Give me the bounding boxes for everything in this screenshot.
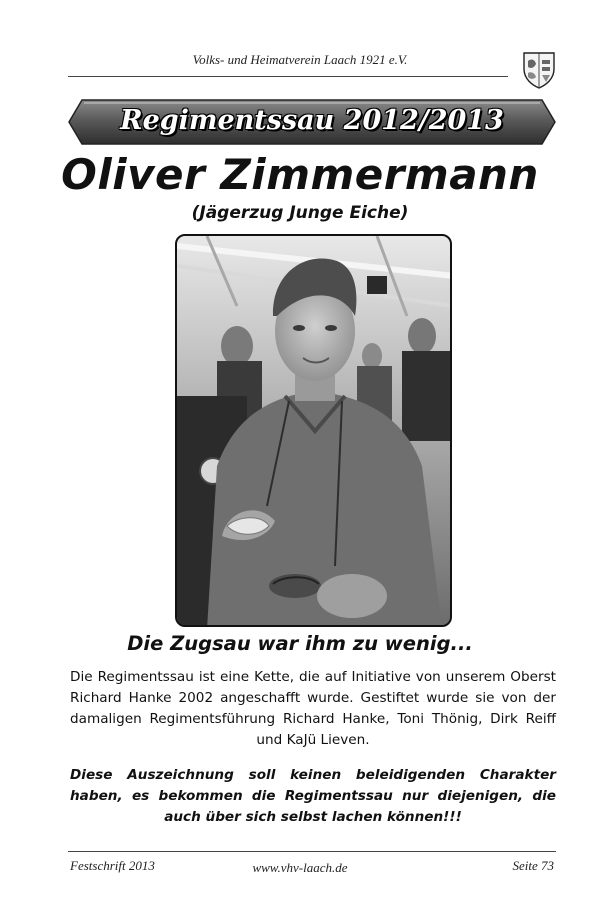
- footer-page-number: Seite 73: [512, 858, 554, 873]
- banner-title: Regimentssau 2012/2013: [120, 105, 504, 136]
- article-note: Diese Auszeichnung soll keinen beleidigenden Charakter haben, es bekommen die Regimentssau nur diejenigen, die auch über sich selbst lachen können!!!: [70, 767, 556, 825]
- header-association-name: Volks- und Heimatverein Laach 1921 e.V.: [192, 52, 408, 67]
- footer-publication: Festschrift 2013: [70, 858, 155, 873]
- footer-website: www.vhv-laach.de: [252, 860, 348, 875]
- title-banner: [68, 99, 556, 145]
- footer-divider: [68, 851, 556, 852]
- article-headline: Die Zugsau war ihm zu wenig...: [127, 632, 473, 655]
- article-paragraph: Die Regimentssau ist eine Kette, die auf Initiative von unserem Oberst Richard Hanke 2002 angeschafft wurde. Gestiftet wurde sie von der damaligen Regimentsführung Richard Hanke, Toni Thönig, Dirk Reiff und KaJü Lieven.: [70, 669, 556, 748]
- person-name: Oliver Zimmermann: [61, 150, 539, 199]
- person-group: (Jägerzug Junge Eiche): [191, 203, 409, 223]
- portrait-photo: [175, 234, 452, 627]
- header-divider: [68, 76, 508, 77]
- coat-of-arms-icon: [522, 51, 556, 89]
